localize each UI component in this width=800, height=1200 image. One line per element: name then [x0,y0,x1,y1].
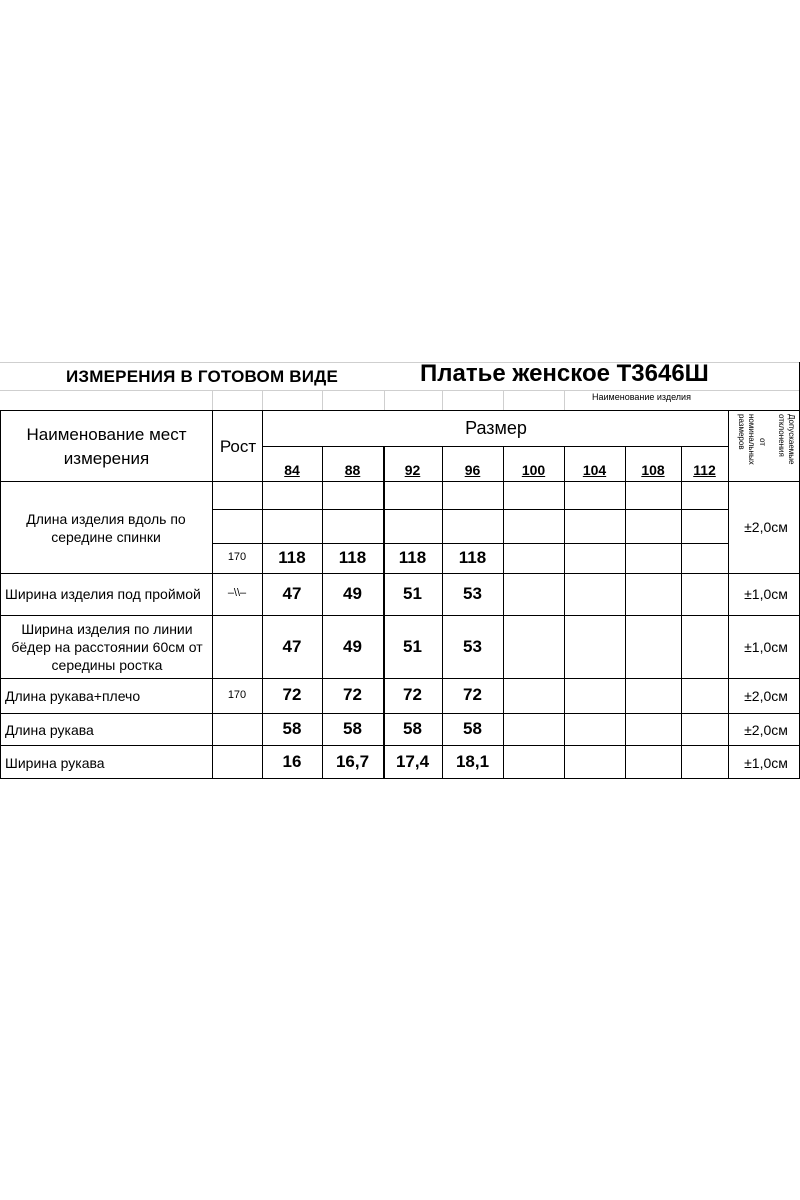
row-rule [0,615,800,616]
size-88: 88 [344,462,361,478]
column-header-size: Размер [465,418,527,438]
value-cell: 58 [282,719,302,738]
grid-line [564,390,565,410]
size-84: 84 [284,462,300,478]
size-96: 96 [464,462,481,478]
size-112: 112 [693,462,716,478]
tolerance-header-line: размеров [737,414,746,450]
value-cell: 58 [343,719,362,738]
column-header-rost: Рост [219,437,257,456]
row-rule [0,745,800,746]
table-border-top [0,410,800,411]
value-cell: 53 [463,584,482,603]
grid-line [442,390,443,410]
size-92: 92 [404,462,421,478]
row-rule [0,573,800,574]
value-cell: 49 [343,637,362,656]
row-rost: 170 [227,551,247,563]
value-cell: 118 [278,548,306,567]
col-rule [728,410,729,778]
product-title: Платье женское Т3646Ш [420,360,709,387]
value-cell: 16 [282,752,302,771]
value-cell: 49 [343,584,362,603]
grid-line [212,390,213,410]
row-label-sleeve-shoulder: Длина рукава+плечо [5,688,141,704]
tolerance-header-line: от [758,438,767,446]
value-cell: 58 [403,719,422,738]
value-cell: 51 [403,584,422,603]
grid-line [503,390,504,410]
row-label-hip-width: Ширина изделия по линии бёдер на расстоянии 60см от середины ростка [11,621,203,673]
row-tolerance: ±1,0см [744,755,788,771]
row-label-back-length: Длина изделия вдоль по середине спинки [26,511,186,545]
value-cell: 16,7 [335,752,370,771]
row-rule [0,678,800,679]
row-rule [0,713,800,714]
tolerance-header-line: отклонения [777,414,786,457]
col-rule [681,446,682,778]
value-cell: 72 [403,685,422,704]
grid-line [0,390,800,391]
row-label-armhole-width: Ширина изделия под проймой [5,586,201,602]
col-rule [503,446,504,778]
value-cell: 118 [338,548,367,567]
value-cell: 72 [463,685,482,704]
size-header-rule [262,446,728,447]
col-rule [564,446,565,778]
tolerance-header-line: номинальных [747,414,756,465]
grid-line [322,390,323,410]
row-label-sleeve-width: Ширина рукава [5,755,105,771]
section-title: ИЗМЕРЕНИЯ В ГОТОВОМ ВИДЕ [66,367,339,386]
value-cell: 47 [282,637,302,656]
value-cell: 58 [463,719,482,738]
table-border-left [0,410,1,778]
row-rost: 170 [227,689,247,701]
column-header-name: Наименование мест измерения [26,425,187,468]
row-label-sleeve-length: Длина рукава [5,722,94,738]
col-rule [625,446,626,778]
row-tolerance: ±1,0см [744,586,788,602]
size-100: 100 [521,462,546,478]
grid-line [262,390,263,410]
grid-line [0,362,800,363]
row-tolerance: ±1,0см [744,639,788,655]
value-cell: 118 [398,548,427,567]
value-cell: 72 [282,685,302,704]
value-cell: 53 [463,637,482,656]
value-cell: 118 [458,548,487,567]
size-108: 108 [641,462,665,478]
value-cell: 51 [403,637,422,656]
row-subline [212,543,728,544]
value-cell: 47 [282,584,302,603]
size-104: 104 [582,462,607,478]
product-caption: Наименование изделия [592,392,691,402]
table-header-bottom [0,481,800,482]
row-tolerance: ±2,0см [744,519,788,535]
value-cell: 72 [343,685,362,704]
row-tolerance: ±2,0см [744,688,788,704]
value-cell: 17,4 [395,752,430,771]
row-rost: –\\– [227,587,247,599]
value-cell: 18,1 [455,752,490,771]
row-subline [212,509,728,510]
table-border-bottom [0,778,800,779]
grid-line [384,390,385,410]
tolerance-header-line: Допускаемые [787,414,796,465]
row-tolerance: ±2,0см [744,722,788,738]
